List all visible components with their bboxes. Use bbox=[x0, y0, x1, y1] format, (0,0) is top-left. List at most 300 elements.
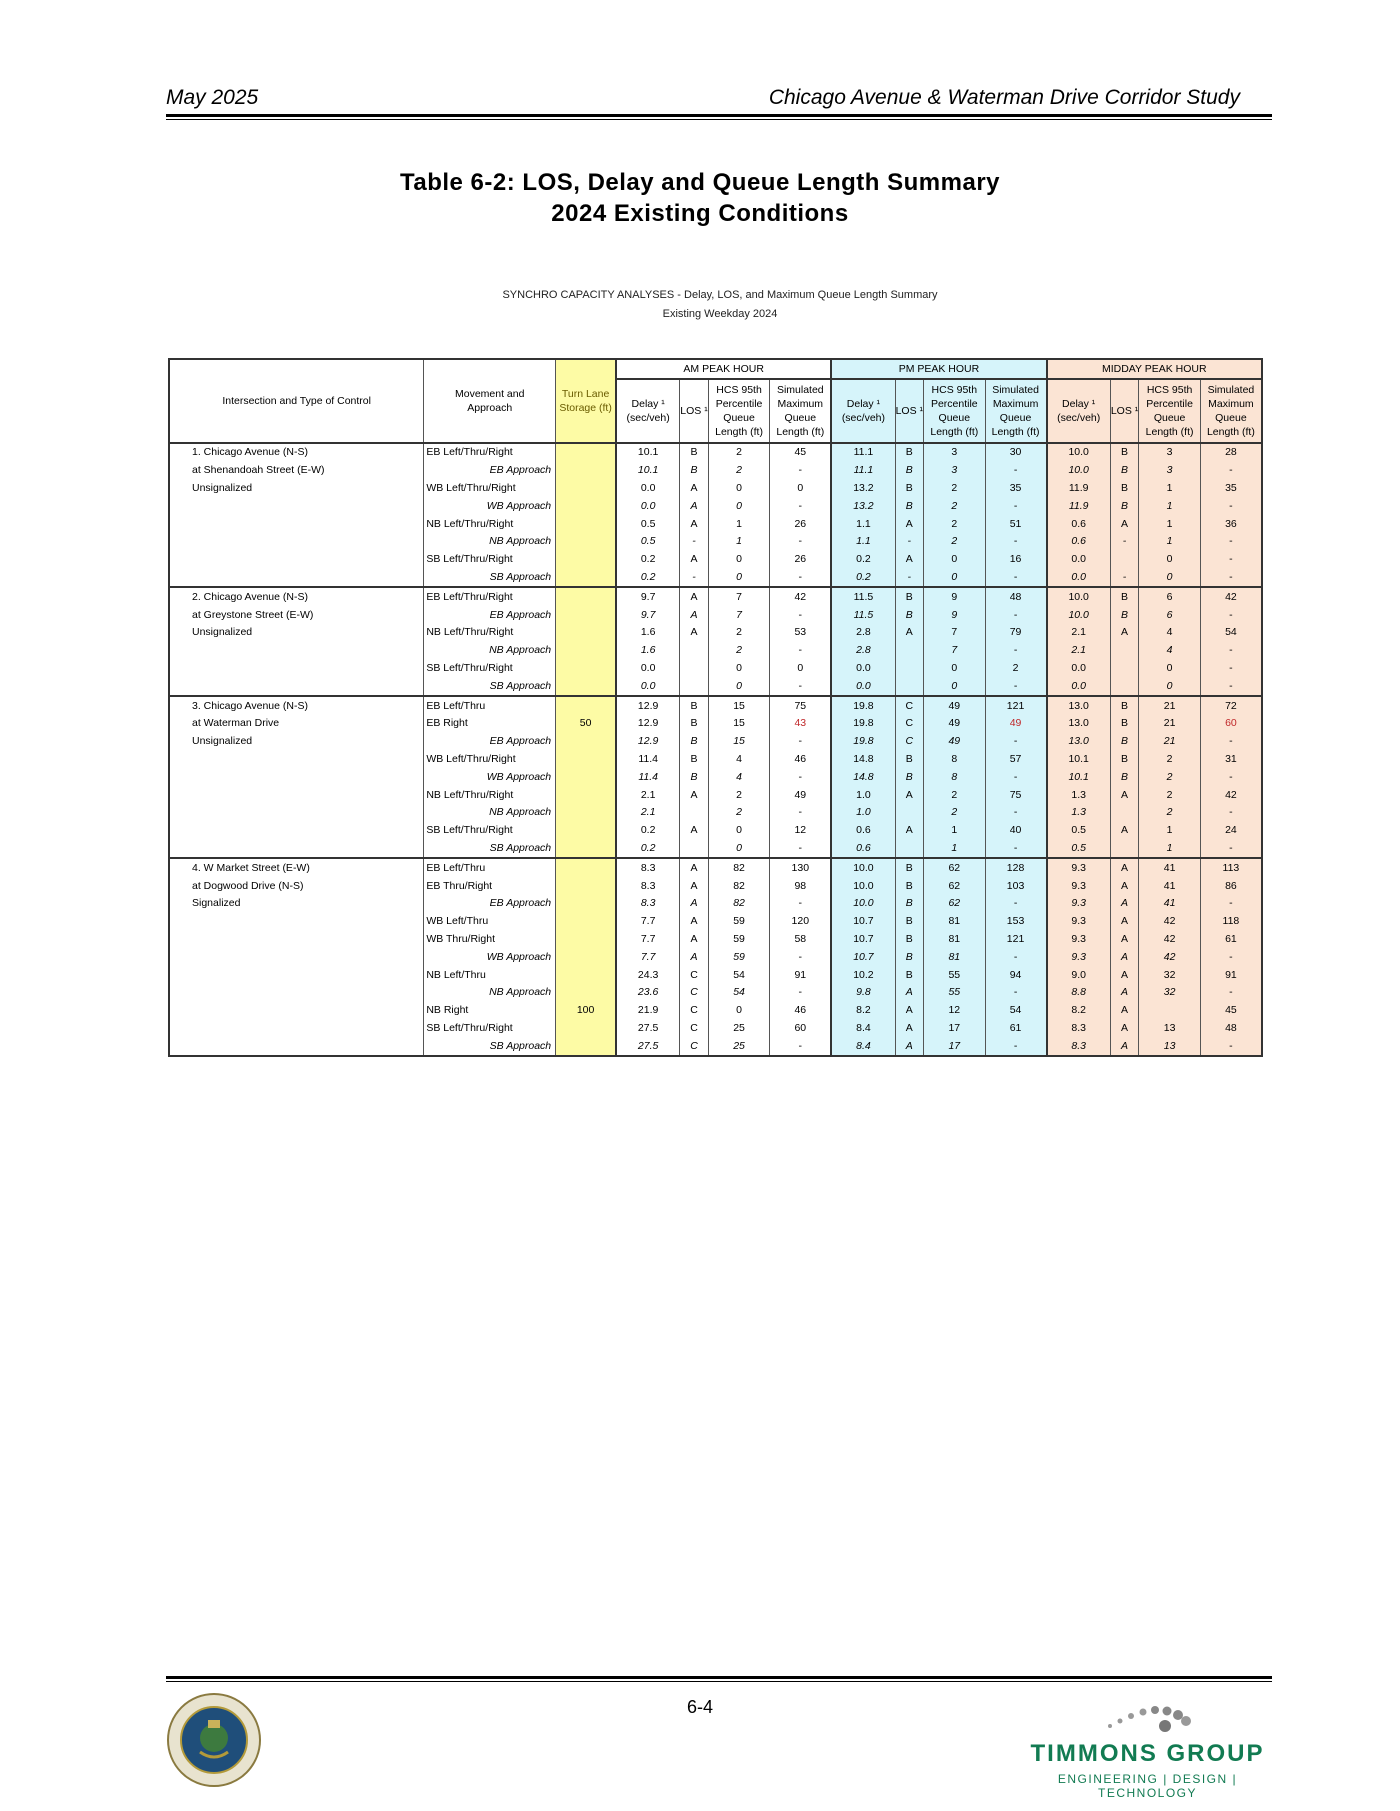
am-sim-cell: - bbox=[770, 1037, 832, 1056]
pm-sim-cell: 2 bbox=[985, 660, 1047, 678]
am-hcs-cell: 82 bbox=[708, 895, 770, 913]
pm-hcs-cell: 0 bbox=[924, 677, 986, 696]
am-los-cell: A bbox=[680, 858, 709, 877]
md-los-cell: - bbox=[1110, 533, 1139, 551]
movement-cell: SB Left/Thru/Right bbox=[424, 660, 556, 678]
pm-los-cell: B bbox=[895, 751, 924, 769]
md-hcs-cell: 4 bbox=[1139, 624, 1201, 642]
pm-hcs-cell: 8 bbox=[924, 768, 986, 786]
pm-los-cell bbox=[895, 840, 924, 859]
pm-los-cell: A bbox=[895, 786, 924, 804]
intersection-cell: 4. W Market Street (E-W) bbox=[192, 861, 310, 874]
pm-hcs-cell: 3 bbox=[924, 462, 986, 480]
intersection-cell bbox=[169, 768, 424, 786]
pm-sim-cell: - bbox=[985, 677, 1047, 696]
md-los-cell: A bbox=[1110, 858, 1139, 877]
am-hcs-cell: 0 bbox=[708, 822, 770, 840]
pm-sim-cell: 75 bbox=[985, 786, 1047, 804]
pm-delay-cell: 8.4 bbox=[831, 1037, 895, 1056]
am-delay-cell: 0.0 bbox=[616, 660, 680, 678]
md-delay-cell: 1.3 bbox=[1047, 804, 1111, 822]
md-sim-cell: - bbox=[1200, 569, 1262, 588]
pm-los-cell: B bbox=[895, 858, 924, 877]
storage-cell bbox=[556, 840, 616, 859]
storage-cell bbox=[556, 768, 616, 786]
md-hcs-cell: 1 bbox=[1139, 515, 1201, 533]
md-delay-cell: 0.0 bbox=[1047, 569, 1111, 588]
am-delay-cell: 0.2 bbox=[616, 569, 680, 588]
intersection-cell: 2. Chicago Avenue (N-S) bbox=[192, 590, 308, 603]
am-los-cell: A bbox=[680, 587, 709, 606]
md-hcs-cell: 0 bbox=[1139, 677, 1201, 696]
am-los-cell: B bbox=[680, 696, 709, 715]
md-los-cell: B bbox=[1110, 480, 1139, 498]
md-sim-cell: - bbox=[1200, 1037, 1262, 1056]
md-delay-cell: 8.3 bbox=[1047, 1037, 1111, 1056]
md-sim-cell: 118 bbox=[1200, 913, 1262, 931]
am-sim-cell: 42 bbox=[770, 587, 832, 606]
am-hcs-cell: 2 bbox=[708, 804, 770, 822]
md-sim-cell: 45 bbox=[1200, 1002, 1262, 1020]
pm-hcs-cell: 17 bbox=[924, 1037, 986, 1056]
movement-cell: WB Left/Thru/Right bbox=[424, 480, 556, 498]
header-rule bbox=[166, 114, 1272, 117]
table-row bbox=[169, 768, 1262, 786]
md-los-cell bbox=[1110, 840, 1139, 859]
am-delay-cell: 11.4 bbox=[616, 768, 680, 786]
movement-cell: NB Right bbox=[424, 1002, 556, 1020]
logo-wordmark: TIMMONS GROUP bbox=[1030, 1740, 1265, 1767]
md-delay-cell: 9.3 bbox=[1047, 895, 1111, 913]
md-sim-cell: 91 bbox=[1200, 966, 1262, 984]
col-movement: Movement and Approach bbox=[424, 359, 556, 443]
am-hcs-cell: 1 bbox=[708, 533, 770, 551]
pm-delay-cell: 1.1 bbox=[831, 533, 895, 551]
am-delay-cell: 10.1 bbox=[616, 462, 680, 480]
am-los-cell: B bbox=[680, 462, 709, 480]
md-delay-cell: 13.0 bbox=[1047, 733, 1111, 751]
md-sim-cell: 86 bbox=[1200, 877, 1262, 895]
md-sim-cell: 48 bbox=[1200, 1020, 1262, 1038]
md-sim-cell: - bbox=[1200, 551, 1262, 569]
md-hcs-cell: 1 bbox=[1139, 480, 1201, 498]
md-los-cell: B bbox=[1110, 733, 1139, 751]
pm-sim-cell: 48 bbox=[985, 587, 1047, 606]
movement-cell: EB Approach bbox=[424, 462, 556, 480]
pm-los-cell: B bbox=[895, 480, 924, 498]
am-hcs-cell: 54 bbox=[708, 966, 770, 984]
md-los-cell bbox=[1110, 660, 1139, 678]
pm-los-cell: B bbox=[895, 587, 924, 606]
pm-los-cell: C bbox=[895, 696, 924, 715]
md-delay-cell: 9.3 bbox=[1047, 948, 1111, 966]
am-sim-cell: - bbox=[770, 642, 832, 660]
pm-hcs-cell: 0 bbox=[924, 660, 986, 678]
am-sim-cell: 46 bbox=[770, 1002, 832, 1020]
intersection-cell: 1. Chicago Avenue (N-S) bbox=[192, 446, 308, 459]
table-row bbox=[169, 895, 1262, 913]
timmons-group-logo bbox=[1015, 1690, 1280, 1800]
pm-hcs-cell: 2 bbox=[924, 515, 986, 533]
pm-delay-cell: 1.0 bbox=[831, 786, 895, 804]
pm-hcs-cell: 2 bbox=[924, 804, 986, 822]
pm-sim-cell: - bbox=[985, 984, 1047, 1002]
movement-cell: WB Approach bbox=[424, 948, 556, 966]
storage-cell bbox=[556, 624, 616, 642]
md-sim-cell: 60 bbox=[1200, 715, 1262, 733]
pm-delay-cell: 0.6 bbox=[831, 840, 895, 859]
pm-los-cell bbox=[895, 642, 924, 660]
pm-sim-cell: 35 bbox=[985, 480, 1047, 498]
pm-hcs-cell: 3 bbox=[924, 443, 986, 462]
am-hcs-cell: 7 bbox=[708, 606, 770, 624]
pm-delay-cell: 14.8 bbox=[831, 751, 895, 769]
md-hcs-cell: 6 bbox=[1139, 606, 1201, 624]
table-row bbox=[169, 696, 1262, 715]
pm-delay-cell: 1.0 bbox=[831, 804, 895, 822]
md-los-cell: A bbox=[1110, 984, 1139, 1002]
md-delay-cell: 0.0 bbox=[1047, 551, 1111, 569]
intersection-cell bbox=[169, 931, 424, 949]
am-hcs-cell: 15 bbox=[708, 696, 770, 715]
am-los-cell: C bbox=[680, 1020, 709, 1038]
md-los-cell: A bbox=[1110, 515, 1139, 533]
pm-los-cell bbox=[895, 660, 924, 678]
movement-cell: NB Approach bbox=[424, 533, 556, 551]
pm-los-cell: A bbox=[895, 515, 924, 533]
movement-cell: WB Left/Thru/Right bbox=[424, 751, 556, 769]
intersection-cell bbox=[169, 660, 424, 678]
pm-sim-cell: - bbox=[985, 533, 1047, 551]
am-sim-cell: - bbox=[770, 569, 832, 588]
movement-cell: WB Left/Thru bbox=[424, 913, 556, 931]
pm-delay-cell: 19.8 bbox=[831, 696, 895, 715]
storage-cell bbox=[556, 931, 616, 949]
movement-cell: NB Approach bbox=[424, 984, 556, 1002]
md-los-cell: A bbox=[1110, 624, 1139, 642]
am-delay-cell: 2.1 bbox=[616, 804, 680, 822]
intersection-cell bbox=[169, 966, 424, 984]
intersection-cell bbox=[169, 533, 424, 551]
storage-cell: 50 bbox=[556, 715, 616, 733]
movement-cell: EB Left/Thru/Right bbox=[424, 587, 556, 606]
intersection-cell bbox=[169, 786, 424, 804]
table-row bbox=[169, 931, 1262, 949]
am-hcs-cell: 54 bbox=[708, 984, 770, 1002]
md-sim-cell: - bbox=[1200, 804, 1262, 822]
pm-sim-cell: 121 bbox=[985, 696, 1047, 715]
md-los-cell bbox=[1110, 642, 1139, 660]
md-hcs-cell: 2 bbox=[1139, 751, 1201, 769]
am-sim-cell: - bbox=[770, 840, 832, 859]
pm-los-cell: B bbox=[895, 443, 924, 462]
md-delay-header: Delay ¹ (sec/veh) bbox=[1047, 379, 1111, 443]
footer-rule bbox=[166, 1676, 1272, 1679]
pm-sim-cell: - bbox=[985, 948, 1047, 966]
md-sim-cell: - bbox=[1200, 895, 1262, 913]
md-los-cell: B bbox=[1110, 696, 1139, 715]
pm-hcs-cell: 0 bbox=[924, 569, 986, 588]
movement-cell: SB Left/Thru/Right bbox=[424, 822, 556, 840]
intersection-cell bbox=[169, 948, 424, 966]
md-delay-cell: 0.6 bbox=[1047, 515, 1111, 533]
md-sim-cell: - bbox=[1200, 497, 1262, 515]
md-delay-cell: 0.0 bbox=[1047, 660, 1111, 678]
pm-los-cell: B bbox=[895, 931, 924, 949]
md-delay-cell: 8.8 bbox=[1047, 984, 1111, 1002]
md-sim-cell: - bbox=[1200, 733, 1262, 751]
am-los-cell: C bbox=[680, 966, 709, 984]
am-sim-cell: 120 bbox=[770, 913, 832, 931]
storage-cell bbox=[556, 804, 616, 822]
intersection-cell: at Shenandoah Street (E-W) bbox=[192, 464, 325, 477]
movement-cell: EB Approach bbox=[424, 895, 556, 913]
md-hcs-cell: 21 bbox=[1139, 696, 1201, 715]
pm-sim-cell: 16 bbox=[985, 551, 1047, 569]
am-hcs-cell: 4 bbox=[708, 751, 770, 769]
movement-cell: NB Approach bbox=[424, 804, 556, 822]
pm-sim-cell: 49 bbox=[985, 715, 1047, 733]
pm-sim-cell: - bbox=[985, 642, 1047, 660]
intersection-cell bbox=[169, 913, 424, 931]
pm-los-cell: B bbox=[895, 497, 924, 515]
movement-cell: EB Approach bbox=[424, 606, 556, 624]
pm-hcs-cell: 2 bbox=[924, 786, 986, 804]
pm-sim-cell: - bbox=[985, 804, 1047, 822]
md-delay-cell: 9.3 bbox=[1047, 913, 1111, 931]
storage-cell bbox=[556, 606, 616, 624]
pm-sim-cell: - bbox=[985, 840, 1047, 859]
col-intersection: Intersection and Type of Control bbox=[169, 359, 424, 443]
table-row bbox=[169, 733, 1262, 751]
pm-hcs-cell: 8 bbox=[924, 751, 986, 769]
movement-cell: EB Thru/Right bbox=[424, 877, 556, 895]
pm-los-cell bbox=[895, 677, 924, 696]
md-sim-cell: 54 bbox=[1200, 624, 1262, 642]
pm-delay-cell: 11.5 bbox=[831, 606, 895, 624]
los-table-container bbox=[168, 358, 1263, 1057]
storage-cell bbox=[556, 569, 616, 588]
pm-hcs-cell: 0 bbox=[924, 551, 986, 569]
md-los-header: LOS ¹ bbox=[1110, 379, 1139, 443]
col-storage: Turn Lane Storage (ft) bbox=[556, 359, 616, 443]
header-study-title: Chicago Avenue & Waterman Drive Corridor Study bbox=[768, 86, 1240, 109]
am-los-cell: A bbox=[680, 822, 709, 840]
am-hcs-cell: 15 bbox=[708, 733, 770, 751]
movement-cell: EB Left/Thru bbox=[424, 858, 556, 877]
md-los-cell: A bbox=[1110, 1002, 1139, 1020]
md-los-cell: A bbox=[1110, 822, 1139, 840]
pm-delay-cell: 0.0 bbox=[831, 660, 895, 678]
am-hcs-cell: 25 bbox=[708, 1037, 770, 1056]
md-delay-cell: 8.2 bbox=[1047, 1002, 1111, 1020]
table-row bbox=[169, 551, 1262, 569]
movement-cell: EB Left/Thru/Right bbox=[424, 443, 556, 462]
movement-cell: NB Left/Thru bbox=[424, 966, 556, 984]
table-row bbox=[169, 587, 1262, 606]
movement-cell: SB Left/Thru/Right bbox=[424, 1020, 556, 1038]
storage-cell bbox=[556, 913, 616, 931]
pm-hcs-cell: 2 bbox=[924, 480, 986, 498]
pm-los-cell: A bbox=[895, 551, 924, 569]
pm-delay-cell: 2.8 bbox=[831, 624, 895, 642]
pm-hcs-cell: 7 bbox=[924, 642, 986, 660]
pm-los-cell: C bbox=[895, 715, 924, 733]
pm-los-cell bbox=[895, 804, 924, 822]
table-title bbox=[370, 167, 1030, 229]
am-sim-cell: - bbox=[770, 984, 832, 1002]
table-row bbox=[169, 984, 1262, 1002]
pm-los-header: LOS ¹ bbox=[895, 379, 924, 443]
pm-delay-cell: 10.0 bbox=[831, 858, 895, 877]
pm-hcs-cell: 81 bbox=[924, 913, 986, 931]
md-los-cell: B bbox=[1110, 587, 1139, 606]
am-delay-cell: 12.9 bbox=[616, 733, 680, 751]
am-delay-cell: 2.1 bbox=[616, 786, 680, 804]
pm-hcs-cell: 81 bbox=[924, 931, 986, 949]
intersection-cell bbox=[169, 551, 424, 569]
am-sim-cell: 12 bbox=[770, 822, 832, 840]
md-delay-cell: 0.6 bbox=[1047, 533, 1111, 551]
midday-peak-header: MIDDAY PEAK HOUR bbox=[1047, 359, 1262, 379]
md-sim-cell: - bbox=[1200, 948, 1262, 966]
am-delay-cell: 9.7 bbox=[616, 606, 680, 624]
md-los-cell: A bbox=[1110, 895, 1139, 913]
table-row bbox=[169, 497, 1262, 515]
am-delay-cell: 1.6 bbox=[616, 642, 680, 660]
md-hcs-cell: 2 bbox=[1139, 786, 1201, 804]
am-hcs-cell: 0 bbox=[708, 660, 770, 678]
pm-delay-cell: 8.4 bbox=[831, 1020, 895, 1038]
movement-cell: NB Left/Thru/Right bbox=[424, 786, 556, 804]
pm-los-cell: A bbox=[895, 1002, 924, 1020]
table-row bbox=[169, 480, 1262, 498]
pm-delay-cell: 19.8 bbox=[831, 715, 895, 733]
md-sim-cell: 61 bbox=[1200, 931, 1262, 949]
movement-cell: WB Thru/Right bbox=[424, 931, 556, 949]
am-delay-cell: 0.2 bbox=[616, 840, 680, 859]
md-los-cell: B bbox=[1110, 751, 1139, 769]
md-los-cell: B bbox=[1110, 462, 1139, 480]
am-los-cell: A bbox=[680, 948, 709, 966]
md-hcs-cell: 41 bbox=[1139, 895, 1201, 913]
pm-hcs-cell: 2 bbox=[924, 497, 986, 515]
pm-delay-cell: 2.8 bbox=[831, 642, 895, 660]
am-hcs-cell: 2 bbox=[708, 624, 770, 642]
table-row bbox=[169, 840, 1262, 859]
am-los-header: LOS ¹ bbox=[680, 379, 709, 443]
pm-delay-cell: 8.2 bbox=[831, 1002, 895, 1020]
md-los-cell: B bbox=[1110, 606, 1139, 624]
am-sim-cell: - bbox=[770, 533, 832, 551]
pm-hcs-cell: 62 bbox=[924, 877, 986, 895]
pm-hcs-cell: 62 bbox=[924, 895, 986, 913]
am-hcs-cell: 7 bbox=[708, 587, 770, 606]
am-hcs-cell: 0 bbox=[708, 1002, 770, 1020]
md-hcs-cell: 32 bbox=[1139, 966, 1201, 984]
intersection-cell: Unsignalized bbox=[192, 481, 253, 494]
intersection-cell bbox=[169, 804, 424, 822]
table-row bbox=[169, 858, 1262, 877]
md-los-cell: A bbox=[1110, 966, 1139, 984]
am-delay-cell: 0.5 bbox=[616, 533, 680, 551]
am-los-cell bbox=[680, 840, 709, 859]
md-sim-cell: - bbox=[1200, 677, 1262, 696]
footer-rule-thin bbox=[166, 1681, 1272, 1682]
storage-cell bbox=[556, 786, 616, 804]
storage-cell bbox=[556, 480, 616, 498]
am-hcs-cell: 1 bbox=[708, 515, 770, 533]
movement-cell: NB Left/Thru/Right bbox=[424, 624, 556, 642]
am-sim-cell: - bbox=[770, 606, 832, 624]
am-los-cell bbox=[680, 642, 709, 660]
pm-delay-cell: 11.1 bbox=[831, 443, 895, 462]
header-row-periods bbox=[169, 359, 1262, 379]
pm-los-cell: B bbox=[895, 966, 924, 984]
md-los-cell bbox=[1110, 677, 1139, 696]
md-hcs-cell: 4 bbox=[1139, 642, 1201, 660]
md-hcs-cell: 21 bbox=[1139, 715, 1201, 733]
storage-cell bbox=[556, 443, 616, 462]
md-hcs-cell: 2 bbox=[1139, 804, 1201, 822]
pm-hcs-cell: 81 bbox=[924, 948, 986, 966]
md-los-cell: A bbox=[1110, 1020, 1139, 1038]
storage-cell bbox=[556, 858, 616, 877]
table-title-line1: Table 6-2: LOS, Delay and Queue Length Summary bbox=[399, 169, 1001, 196]
am-sim-cell: 43 bbox=[770, 715, 832, 733]
md-sim-cell: - bbox=[1200, 606, 1262, 624]
pm-delay-cell: 19.8 bbox=[831, 733, 895, 751]
md-delay-cell: 9.3 bbox=[1047, 931, 1111, 949]
md-hcs-cell: 0 bbox=[1139, 551, 1201, 569]
am-hcs-cell: 0 bbox=[708, 480, 770, 498]
pm-los-cell: B bbox=[895, 606, 924, 624]
movement-cell: SB Approach bbox=[424, 840, 556, 859]
pm-delay-cell: 10.0 bbox=[831, 877, 895, 895]
md-hcs-cell: 0 bbox=[1139, 660, 1201, 678]
am-delay-cell: 21.9 bbox=[616, 1002, 680, 1020]
md-sim-cell: - bbox=[1200, 768, 1262, 786]
pm-sim-cell: 51 bbox=[985, 515, 1047, 533]
am-sim-cell: 26 bbox=[770, 551, 832, 569]
intersection-cell bbox=[169, 515, 424, 533]
am-delay-cell: 8.3 bbox=[616, 877, 680, 895]
pm-los-cell: B bbox=[895, 895, 924, 913]
pm-delay-cell: 10.7 bbox=[831, 931, 895, 949]
am-hcs-cell: 2 bbox=[708, 462, 770, 480]
am-delay-cell: 27.5 bbox=[616, 1020, 680, 1038]
md-los-cell: A bbox=[1110, 786, 1139, 804]
pm-delay-cell: 10.7 bbox=[831, 913, 895, 931]
table-row bbox=[169, 624, 1262, 642]
md-delay-cell: 2.1 bbox=[1047, 624, 1111, 642]
md-delay-cell: 0.0 bbox=[1047, 677, 1111, 696]
pm-los-cell: A bbox=[895, 1037, 924, 1056]
md-hcs-cell: 1 bbox=[1139, 840, 1201, 859]
storage-cell: 100 bbox=[556, 1002, 616, 1020]
md-hcs-cell: 1 bbox=[1139, 822, 1201, 840]
pm-delay-cell: 11.1 bbox=[831, 462, 895, 480]
md-sim-cell: 35 bbox=[1200, 480, 1262, 498]
md-hcs-cell: 41 bbox=[1139, 877, 1201, 895]
synchro-caption-line1: SYNCHRO CAPACITY ANALYSES - Delay, LOS, and Maximum Queue Length Summary bbox=[502, 289, 938, 301]
am-sim-cell: - bbox=[770, 948, 832, 966]
md-sim-cell: 24 bbox=[1200, 822, 1262, 840]
am-sim-cell: 26 bbox=[770, 515, 832, 533]
pm-delay-cell: 0.6 bbox=[831, 822, 895, 840]
intersection-cell bbox=[169, 497, 424, 515]
intersection-cell: at Dogwood Drive (N-S) bbox=[192, 879, 304, 892]
